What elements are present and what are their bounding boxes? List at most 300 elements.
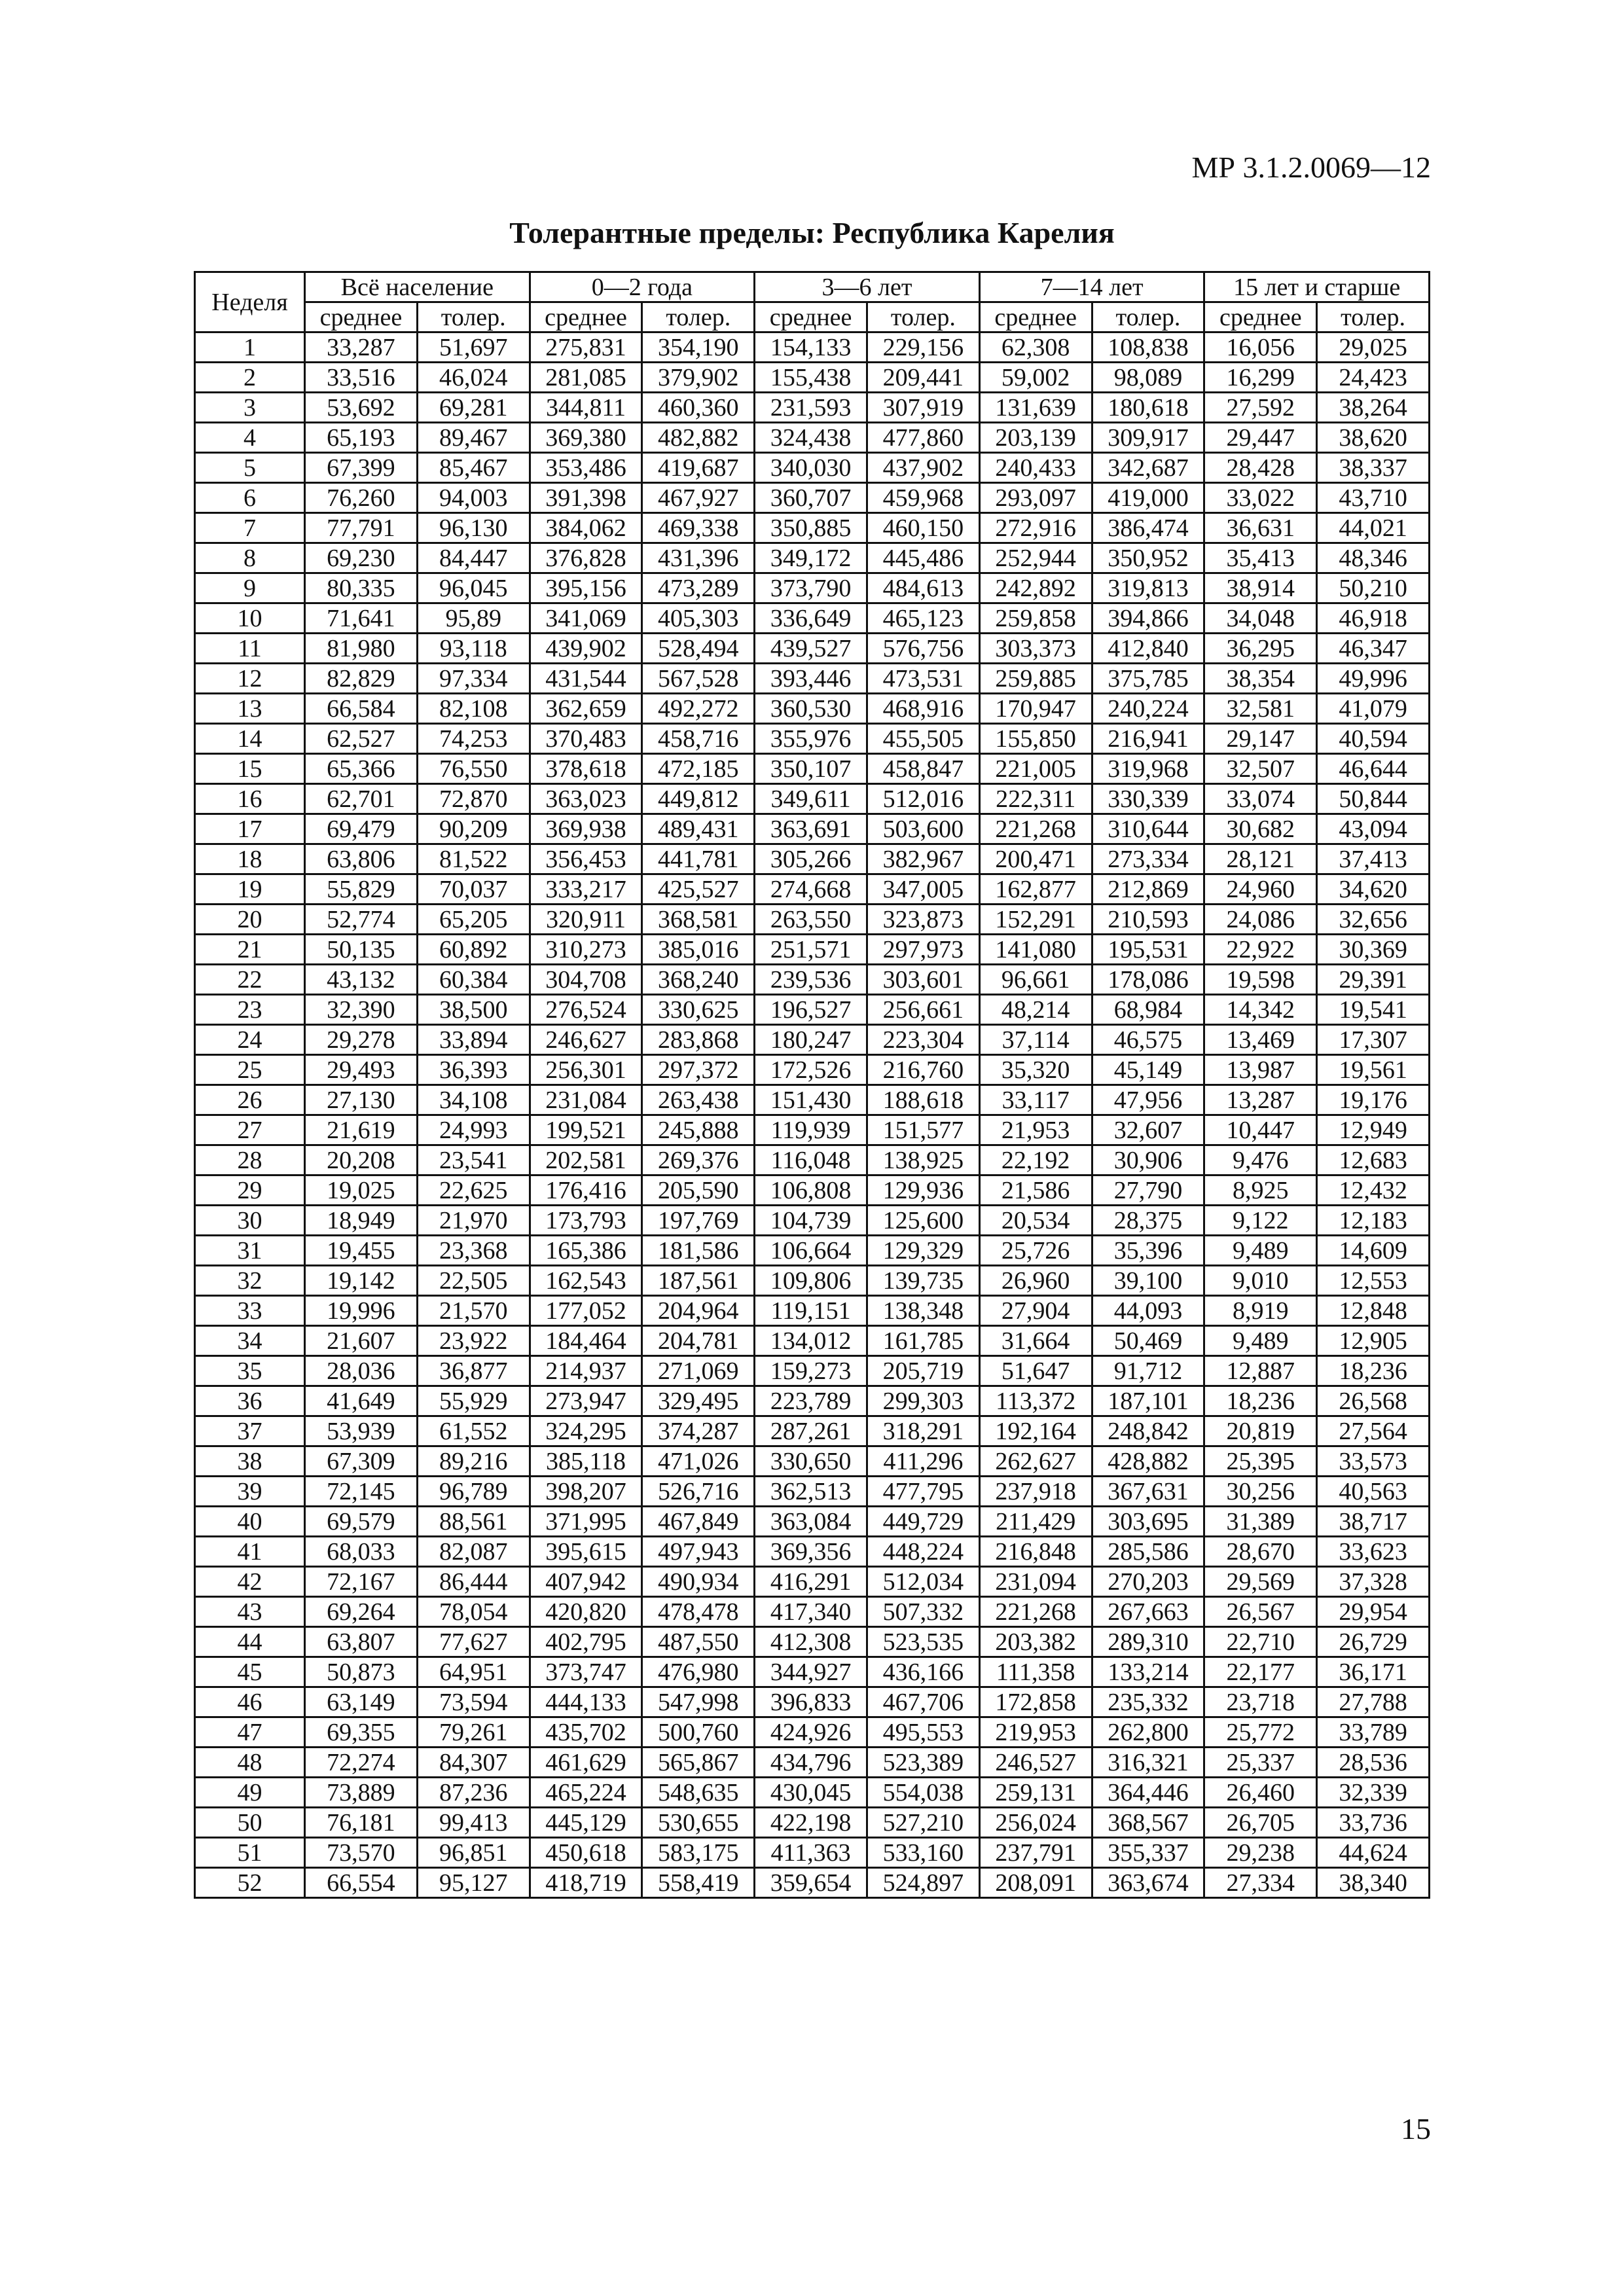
group-header-age-15-plus: 15 лет и старше bbox=[1204, 272, 1430, 302]
age-3-6-mean-cell: 412,308 bbox=[755, 1627, 867, 1657]
age-7-14-mean-cell: 21,586 bbox=[979, 1175, 1092, 1206]
age-3-6-tolerance-cell: 129,936 bbox=[867, 1175, 979, 1206]
age-3-6-tolerance-cell: 503,600 bbox=[867, 814, 979, 844]
age-3-6-tolerance-cell: 303,601 bbox=[867, 965, 979, 995]
age-3-6-mean-cell: 424,926 bbox=[755, 1717, 867, 1748]
week-cell: 32 bbox=[195, 1266, 305, 1296]
all-population-tolerance-cell: 99,413 bbox=[417, 1808, 530, 1838]
age-7-14-tolerance-cell: 212,869 bbox=[1092, 874, 1204, 905]
age-0-2-mean-cell: 231,084 bbox=[530, 1085, 642, 1115]
age-3-6-tolerance-cell: 524,897 bbox=[867, 1868, 979, 1898]
age-7-14-mean-cell: 222,311 bbox=[979, 784, 1092, 814]
age-15-plus-mean-cell: 26,567 bbox=[1204, 1597, 1317, 1627]
age-0-2-mean-cell: 199,521 bbox=[530, 1115, 642, 1145]
table-row bbox=[195, 1507, 1430, 1537]
age-7-14-mean-cell: 259,131 bbox=[979, 1778, 1092, 1808]
week-cell: 34 bbox=[195, 1326, 305, 1356]
age-3-6-mean-cell: 350,885 bbox=[755, 513, 867, 543]
age-3-6-tolerance-cell: 216,760 bbox=[867, 1055, 979, 1085]
all-population-mean-cell: 67,399 bbox=[305, 453, 418, 483]
age-0-2-mean-cell: 162,543 bbox=[530, 1266, 642, 1296]
all-population-tolerance-cell: 84,447 bbox=[417, 543, 530, 573]
age-15-plus-tolerance-cell: 43,710 bbox=[1317, 483, 1430, 513]
age-3-6-mean-cell: 119,939 bbox=[755, 1115, 867, 1145]
age-0-2-tolerance-cell: 490,934 bbox=[642, 1567, 755, 1597]
week-cell: 3 bbox=[195, 393, 305, 423]
all-population-tolerance-cell: 96,045 bbox=[417, 573, 530, 603]
age-0-2-mean-cell: 276,524 bbox=[530, 995, 642, 1025]
age-7-14-tolerance-cell: 35,396 bbox=[1092, 1236, 1204, 1266]
age-15-plus-mean-cell: 22,922 bbox=[1204, 935, 1317, 965]
age-0-2-mean-cell: 407,942 bbox=[530, 1567, 642, 1597]
age-0-2-tolerance-cell: 187,561 bbox=[642, 1266, 755, 1296]
age-3-6-tolerance-cell: 455,505 bbox=[867, 724, 979, 754]
age-15-plus-tolerance-cell: 46,347 bbox=[1317, 634, 1430, 664]
age-7-14-tolerance-cell: 216,941 bbox=[1092, 724, 1204, 754]
age-0-2-mean-cell: 445,129 bbox=[530, 1808, 642, 1838]
table-row bbox=[195, 1627, 1430, 1657]
age-15-plus-tolerance-cell: 33,623 bbox=[1317, 1537, 1430, 1567]
age-7-14-mean-cell: 26,960 bbox=[979, 1266, 1092, 1296]
age-7-14-mean-cell: 59,002 bbox=[979, 363, 1092, 393]
age-15-plus-mean-cell: 9,489 bbox=[1204, 1236, 1317, 1266]
age-0-2-mean-cell: 356,453 bbox=[530, 844, 642, 874]
age-0-2-mean-cell: 320,911 bbox=[530, 905, 642, 935]
age-7-14-mean-cell: 37,114 bbox=[979, 1025, 1092, 1055]
age-7-14-mean-cell: 113,372 bbox=[979, 1386, 1092, 1416]
age-3-6-mean-cell: 430,045 bbox=[755, 1778, 867, 1808]
all-population-mean-cell: 28,036 bbox=[305, 1356, 418, 1386]
age-0-2-mean-cell: 281,085 bbox=[530, 363, 642, 393]
age-15-plus-tolerance-cell: 12,905 bbox=[1317, 1326, 1430, 1356]
all-population-tolerance-cell: 86,444 bbox=[417, 1567, 530, 1597]
age-15-plus-mean-cell: 23,718 bbox=[1204, 1687, 1317, 1717]
age-15-plus-tolerance-cell: 19,541 bbox=[1317, 995, 1430, 1025]
all-population-tolerance-cell: 89,467 bbox=[417, 423, 530, 453]
age-7-14-tolerance-cell: 27,790 bbox=[1092, 1175, 1204, 1206]
age-7-14-tolerance-cell: 342,687 bbox=[1092, 453, 1204, 483]
age-3-6-mean-cell: 363,084 bbox=[755, 1507, 867, 1537]
all-population-tolerance-cell: 24,993 bbox=[417, 1115, 530, 1145]
age-0-2-tolerance-cell: 204,781 bbox=[642, 1326, 755, 1356]
age-3-6-tolerance-cell: 125,600 bbox=[867, 1206, 979, 1236]
all-population-tolerance-cell: 79,261 bbox=[417, 1717, 530, 1748]
age-15-plus-mean-cell: 38,354 bbox=[1204, 664, 1317, 694]
age-7-14-mean-cell: 203,382 bbox=[979, 1627, 1092, 1657]
age-7-14-mean-cell: 170,947 bbox=[979, 694, 1092, 724]
all-population-tolerance-cell: 64,951 bbox=[417, 1657, 530, 1687]
all-population-mean-cell: 76,181 bbox=[305, 1808, 418, 1838]
age-3-6-mean-cell: 422,198 bbox=[755, 1808, 867, 1838]
age-3-6-tolerance-cell: 205,719 bbox=[867, 1356, 979, 1386]
all-population-mean-cell: 69,479 bbox=[305, 814, 418, 844]
age-0-2-tolerance-cell: 449,812 bbox=[642, 784, 755, 814]
all-population-tolerance-cell: 94,003 bbox=[417, 483, 530, 513]
age-15-plus-tolerance-cell: 19,176 bbox=[1317, 1085, 1430, 1115]
age-7-14-tolerance-cell: 210,593 bbox=[1092, 905, 1204, 935]
age-7-14-mean-cell: 192,164 bbox=[979, 1416, 1092, 1446]
week-cell: 6 bbox=[195, 483, 305, 513]
age-7-14-tolerance-cell: 108,838 bbox=[1092, 332, 1204, 363]
age-15-plus-tolerance-cell: 41,079 bbox=[1317, 694, 1430, 724]
age-0-2-tolerance-cell: 269,376 bbox=[642, 1145, 755, 1175]
week-cell: 28 bbox=[195, 1145, 305, 1175]
all-population-mean-cell: 20,208 bbox=[305, 1145, 418, 1175]
week-cell: 15 bbox=[195, 754, 305, 784]
week-cell: 16 bbox=[195, 784, 305, 814]
all-population-mean-cell: 73,570 bbox=[305, 1838, 418, 1868]
age-7-14-mean-cell: 172,858 bbox=[979, 1687, 1092, 1717]
age-15-plus-tolerance-cell: 40,594 bbox=[1317, 724, 1430, 754]
age-15-plus-tolerance-cell: 30,369 bbox=[1317, 935, 1430, 965]
age-15-plus-mean-cell: 30,682 bbox=[1204, 814, 1317, 844]
age-3-6-tolerance-cell: 458,847 bbox=[867, 754, 979, 784]
age-7-14-tolerance-cell: 310,644 bbox=[1092, 814, 1204, 844]
all-population-mean-cell: 50,135 bbox=[305, 935, 418, 965]
age-3-6-tolerance-cell: 449,729 bbox=[867, 1507, 979, 1537]
age-15-plus-tolerance-cell: 29,025 bbox=[1317, 332, 1430, 363]
table-row bbox=[195, 1748, 1430, 1778]
age-15-plus-mean-cell: 29,447 bbox=[1204, 423, 1317, 453]
table-row bbox=[195, 1025, 1430, 1055]
age-7-14-tolerance-cell: 316,321 bbox=[1092, 1748, 1204, 1778]
age-7-14-tolerance-cell: 248,842 bbox=[1092, 1416, 1204, 1446]
table-row bbox=[195, 874, 1430, 905]
all-population-mean-cell: 80,335 bbox=[305, 573, 418, 603]
week-cell: 39 bbox=[195, 1477, 305, 1507]
age-0-2-mean-cell: 378,618 bbox=[530, 754, 642, 784]
age-15-plus-mean-cell: 29,147 bbox=[1204, 724, 1317, 754]
tolerance-table bbox=[194, 271, 1430, 1899]
age-7-14-mean-cell: 48,214 bbox=[979, 995, 1092, 1025]
age-0-2-mean-cell: 324,295 bbox=[530, 1416, 642, 1446]
age-3-6-mean-cell: 355,976 bbox=[755, 724, 867, 754]
all-population-mean-cell: 68,033 bbox=[305, 1537, 418, 1567]
week-cell: 51 bbox=[195, 1838, 305, 1868]
age-15-plus-tolerance-cell: 46,918 bbox=[1317, 603, 1430, 634]
age-0-2-tolerance-cell: 368,240 bbox=[642, 965, 755, 995]
age-7-14-mean-cell: 242,892 bbox=[979, 573, 1092, 603]
group-header-age-0-2: 0—2 года bbox=[530, 272, 755, 302]
age-15-plus-mean-cell: 36,631 bbox=[1204, 513, 1317, 543]
sub-header-mean: среднее bbox=[305, 302, 418, 332]
age-15-plus-tolerance-cell: 12,432 bbox=[1317, 1175, 1430, 1206]
age-0-2-tolerance-cell: 431,396 bbox=[642, 543, 755, 573]
age-3-6-tolerance-cell: 299,303 bbox=[867, 1386, 979, 1416]
age-7-14-mean-cell: 221,005 bbox=[979, 754, 1092, 784]
age-15-plus-tolerance-cell: 46,644 bbox=[1317, 754, 1430, 784]
age-0-2-mean-cell: 385,118 bbox=[530, 1446, 642, 1477]
age-0-2-mean-cell: 373,747 bbox=[530, 1657, 642, 1687]
age-7-14-mean-cell: 200,471 bbox=[979, 844, 1092, 874]
age-3-6-mean-cell: 324,438 bbox=[755, 423, 867, 453]
table-row bbox=[195, 1717, 1430, 1748]
all-population-tolerance-cell: 88,561 bbox=[417, 1507, 530, 1537]
age-7-14-mean-cell: 262,627 bbox=[979, 1446, 1092, 1477]
table-row bbox=[195, 332, 1430, 363]
all-population-tolerance-cell: 36,877 bbox=[417, 1356, 530, 1386]
age-0-2-mean-cell: 344,811 bbox=[530, 393, 642, 423]
week-cell: 17 bbox=[195, 814, 305, 844]
all-population-tolerance-cell: 96,130 bbox=[417, 513, 530, 543]
table-row bbox=[195, 1687, 1430, 1717]
age-15-plus-tolerance-cell: 44,021 bbox=[1317, 513, 1430, 543]
week-cell: 8 bbox=[195, 543, 305, 573]
age-0-2-tolerance-cell: 374,287 bbox=[642, 1416, 755, 1446]
age-3-6-tolerance-cell: 151,577 bbox=[867, 1115, 979, 1145]
age-7-14-mean-cell: 259,858 bbox=[979, 603, 1092, 634]
age-7-14-tolerance-cell: 428,882 bbox=[1092, 1446, 1204, 1477]
age-3-6-tolerance-cell: 445,486 bbox=[867, 543, 979, 573]
age-15-plus-mean-cell: 9,489 bbox=[1204, 1326, 1317, 1356]
age-3-6-tolerance-cell: 459,968 bbox=[867, 483, 979, 513]
age-3-6-tolerance-cell: 437,902 bbox=[867, 453, 979, 483]
age-15-plus-mean-cell: 13,287 bbox=[1204, 1085, 1317, 1115]
age-7-14-mean-cell: 237,791 bbox=[979, 1838, 1092, 1868]
table-row bbox=[195, 423, 1430, 453]
table-row bbox=[195, 844, 1430, 874]
age-0-2-tolerance-cell: 263,438 bbox=[642, 1085, 755, 1115]
week-cell: 25 bbox=[195, 1055, 305, 1085]
age-7-14-tolerance-cell: 262,800 bbox=[1092, 1717, 1204, 1748]
age-15-plus-tolerance-cell: 43,094 bbox=[1317, 814, 1430, 844]
age-15-plus-tolerance-cell: 33,736 bbox=[1317, 1808, 1430, 1838]
age-7-14-mean-cell: 20,534 bbox=[979, 1206, 1092, 1236]
age-7-14-tolerance-cell: 394,866 bbox=[1092, 603, 1204, 634]
age-7-14-tolerance-cell: 270,203 bbox=[1092, 1567, 1204, 1597]
age-3-6-tolerance-cell: 468,916 bbox=[867, 694, 979, 724]
age-0-2-mean-cell: 333,217 bbox=[530, 874, 642, 905]
age-0-2-tolerance-cell: 460,360 bbox=[642, 393, 755, 423]
age-7-14-mean-cell: 221,268 bbox=[979, 1597, 1092, 1627]
week-cell: 35 bbox=[195, 1356, 305, 1386]
age-7-14-tolerance-cell: 368,567 bbox=[1092, 1808, 1204, 1838]
all-population-tolerance-cell: 87,236 bbox=[417, 1778, 530, 1808]
age-7-14-tolerance-cell: 32,607 bbox=[1092, 1115, 1204, 1145]
age-15-plus-tolerance-cell: 12,949 bbox=[1317, 1115, 1430, 1145]
age-3-6-mean-cell: 151,430 bbox=[755, 1085, 867, 1115]
age-3-6-tolerance-cell: 484,613 bbox=[867, 573, 979, 603]
age-7-14-mean-cell: 293,097 bbox=[979, 483, 1092, 513]
age-0-2-tolerance-cell: 385,016 bbox=[642, 935, 755, 965]
all-population-tolerance-cell: 70,037 bbox=[417, 874, 530, 905]
age-0-2-tolerance-cell: 197,769 bbox=[642, 1206, 755, 1236]
all-population-mean-cell: 33,516 bbox=[305, 363, 418, 393]
age-0-2-mean-cell: 177,052 bbox=[530, 1296, 642, 1326]
age-3-6-mean-cell: 116,048 bbox=[755, 1145, 867, 1175]
age-3-6-mean-cell: 411,363 bbox=[755, 1838, 867, 1868]
week-cell: 21 bbox=[195, 935, 305, 965]
all-population-tolerance-cell: 95,89 bbox=[417, 603, 530, 634]
age-0-2-mean-cell: 275,831 bbox=[530, 332, 642, 363]
age-0-2-mean-cell: 435,702 bbox=[530, 1717, 642, 1748]
age-15-plus-mean-cell: 13,987 bbox=[1204, 1055, 1317, 1085]
age-0-2-mean-cell: 176,416 bbox=[530, 1175, 642, 1206]
sub-header-mean: среднее bbox=[530, 302, 642, 332]
age-15-plus-mean-cell: 27,592 bbox=[1204, 393, 1317, 423]
age-3-6-mean-cell: 263,550 bbox=[755, 905, 867, 935]
age-15-plus-tolerance-cell: 38,717 bbox=[1317, 1507, 1430, 1537]
table-row bbox=[195, 1868, 1430, 1898]
age-0-2-mean-cell: 444,133 bbox=[530, 1687, 642, 1717]
week-cell: 7 bbox=[195, 513, 305, 543]
week-cell: 36 bbox=[195, 1386, 305, 1416]
all-population-mean-cell: 21,619 bbox=[305, 1115, 418, 1145]
all-population-tolerance-cell: 85,467 bbox=[417, 453, 530, 483]
age-15-plus-tolerance-cell: 38,620 bbox=[1317, 423, 1430, 453]
age-0-2-tolerance-cell: 487,550 bbox=[642, 1627, 755, 1657]
age-7-14-mean-cell: 162,877 bbox=[979, 874, 1092, 905]
age-3-6-tolerance-cell: 467,706 bbox=[867, 1687, 979, 1717]
age-7-14-tolerance-cell: 30,906 bbox=[1092, 1145, 1204, 1175]
age-7-14-tolerance-cell: 330,339 bbox=[1092, 784, 1204, 814]
group-header-age-7-14: 7—14 лет bbox=[979, 272, 1204, 302]
age-15-plus-tolerance-cell: 38,264 bbox=[1317, 393, 1430, 423]
age-7-14-mean-cell: 96,661 bbox=[979, 965, 1092, 995]
age-0-2-mean-cell: 402,795 bbox=[530, 1627, 642, 1657]
all-population-mean-cell: 76,260 bbox=[305, 483, 418, 513]
table-row bbox=[195, 905, 1430, 935]
age-7-14-tolerance-cell: 195,531 bbox=[1092, 935, 1204, 965]
week-cell: 19 bbox=[195, 874, 305, 905]
age-0-2-tolerance-cell: 528,494 bbox=[642, 634, 755, 664]
age-3-6-tolerance-cell: 223,304 bbox=[867, 1025, 979, 1055]
age-0-2-mean-cell: 246,627 bbox=[530, 1025, 642, 1055]
age-15-plus-mean-cell: 28,121 bbox=[1204, 844, 1317, 874]
age-7-14-mean-cell: 231,094 bbox=[979, 1567, 1092, 1597]
table-row bbox=[195, 453, 1430, 483]
age-3-6-mean-cell: 106,808 bbox=[755, 1175, 867, 1206]
age-15-plus-tolerance-cell: 37,413 bbox=[1317, 844, 1430, 874]
all-population-mean-cell: 67,309 bbox=[305, 1446, 418, 1477]
table-title: Толерантные пределы: Республика Карелия bbox=[509, 216, 1115, 249]
age-0-2-mean-cell: 376,828 bbox=[530, 543, 642, 573]
age-3-6-tolerance-cell: 527,210 bbox=[867, 1808, 979, 1838]
age-3-6-mean-cell: 340,030 bbox=[755, 453, 867, 483]
age-7-14-mean-cell: 272,916 bbox=[979, 513, 1092, 543]
age-15-plus-tolerance-cell: 40,563 bbox=[1317, 1477, 1430, 1507]
all-population-tolerance-cell: 74,253 bbox=[417, 724, 530, 754]
age-3-6-mean-cell: 330,650 bbox=[755, 1446, 867, 1477]
age-7-14-tolerance-cell: 289,310 bbox=[1092, 1627, 1204, 1657]
age-3-6-mean-cell: 434,796 bbox=[755, 1748, 867, 1778]
age-0-2-tolerance-cell: 548,635 bbox=[642, 1778, 755, 1808]
age-7-14-mean-cell: 240,433 bbox=[979, 453, 1092, 483]
week-cell: 45 bbox=[195, 1657, 305, 1687]
all-population-mean-cell: 62,701 bbox=[305, 784, 418, 814]
age-7-14-mean-cell: 221,268 bbox=[979, 814, 1092, 844]
age-3-6-tolerance-cell: 138,348 bbox=[867, 1296, 979, 1326]
age-7-14-tolerance-cell: 364,446 bbox=[1092, 1778, 1204, 1808]
table-row bbox=[195, 935, 1430, 965]
age-7-14-mean-cell: 155,850 bbox=[979, 724, 1092, 754]
all-population-tolerance-cell: 21,970 bbox=[417, 1206, 530, 1236]
page-number: 15 bbox=[1401, 2112, 1431, 2145]
age-15-plus-mean-cell: 36,295 bbox=[1204, 634, 1317, 664]
age-15-plus-tolerance-cell: 19,561 bbox=[1317, 1055, 1430, 1085]
age-7-14-mean-cell: 33,117 bbox=[979, 1085, 1092, 1115]
age-0-2-tolerance-cell: 379,902 bbox=[642, 363, 755, 393]
all-population-mean-cell: 81,980 bbox=[305, 634, 418, 664]
all-population-mean-cell: 53,939 bbox=[305, 1416, 418, 1446]
age-7-14-mean-cell: 303,373 bbox=[979, 634, 1092, 664]
all-population-tolerance-cell: 72,870 bbox=[417, 784, 530, 814]
age-3-6-tolerance-cell: 129,329 bbox=[867, 1236, 979, 1266]
all-population-mean-cell: 27,130 bbox=[305, 1085, 418, 1115]
sub-header-tolerance: толер. bbox=[1317, 302, 1430, 332]
all-population-tolerance-cell: 22,625 bbox=[417, 1175, 530, 1206]
age-7-14-mean-cell: 27,904 bbox=[979, 1296, 1092, 1326]
age-0-2-tolerance-cell: 476,980 bbox=[642, 1657, 755, 1687]
week-cell: 10 bbox=[195, 603, 305, 634]
age-0-2-mean-cell: 202,581 bbox=[530, 1145, 642, 1175]
age-7-14-mean-cell: 246,527 bbox=[979, 1748, 1092, 1778]
table-row bbox=[195, 1808, 1430, 1838]
all-population-mean-cell: 18,949 bbox=[305, 1206, 418, 1236]
age-7-14-tolerance-cell: 68,984 bbox=[1092, 995, 1204, 1025]
age-0-2-tolerance-cell: 354,190 bbox=[642, 332, 755, 363]
all-population-tolerance-cell: 60,384 bbox=[417, 965, 530, 995]
age-15-plus-mean-cell: 31,389 bbox=[1204, 1507, 1317, 1537]
age-15-plus-tolerance-cell: 38,337 bbox=[1317, 453, 1430, 483]
age-0-2-tolerance-cell: 467,849 bbox=[642, 1507, 755, 1537]
age-0-2-tolerance-cell: 297,372 bbox=[642, 1055, 755, 1085]
age-0-2-tolerance-cell: 526,716 bbox=[642, 1477, 755, 1507]
table-body bbox=[195, 332, 1430, 1898]
age-0-2-mean-cell: 369,380 bbox=[530, 423, 642, 453]
all-population-tolerance-cell: 38,500 bbox=[417, 995, 530, 1025]
table-row bbox=[195, 1477, 1430, 1507]
all-population-tolerance-cell: 21,570 bbox=[417, 1296, 530, 1326]
age-15-plus-tolerance-cell: 36,171 bbox=[1317, 1657, 1430, 1687]
age-15-plus-tolerance-cell: 49,996 bbox=[1317, 664, 1430, 694]
age-15-plus-tolerance-cell: 18,236 bbox=[1317, 1356, 1430, 1386]
age-3-6-mean-cell: 155,438 bbox=[755, 363, 867, 393]
age-7-14-tolerance-cell: 46,575 bbox=[1092, 1025, 1204, 1055]
age-15-plus-tolerance-cell: 34,620 bbox=[1317, 874, 1430, 905]
age-7-14-tolerance-cell: 367,631 bbox=[1092, 1477, 1204, 1507]
all-population-tolerance-cell: 65,205 bbox=[417, 905, 530, 935]
all-population-mean-cell: 69,579 bbox=[305, 1507, 418, 1537]
table-row bbox=[195, 1597, 1430, 1627]
table-row bbox=[195, 1115, 1430, 1145]
age-7-14-tolerance-cell: 419,000 bbox=[1092, 483, 1204, 513]
age-0-2-tolerance-cell: 492,272 bbox=[642, 694, 755, 724]
age-15-plus-tolerance-cell: 27,788 bbox=[1317, 1687, 1430, 1717]
all-population-mean-cell: 66,584 bbox=[305, 694, 418, 724]
table-row bbox=[195, 1778, 1430, 1808]
age-0-2-tolerance-cell: 204,964 bbox=[642, 1296, 755, 1326]
all-population-mean-cell: 41,649 bbox=[305, 1386, 418, 1416]
age-0-2-tolerance-cell: 482,882 bbox=[642, 423, 755, 453]
age-0-2-tolerance-cell: 567,528 bbox=[642, 664, 755, 694]
age-7-14-tolerance-cell: 319,968 bbox=[1092, 754, 1204, 784]
age-0-2-tolerance-cell: 500,760 bbox=[642, 1717, 755, 1748]
age-15-plus-tolerance-cell: 32,339 bbox=[1317, 1778, 1430, 1808]
age-0-2-tolerance-cell: 181,586 bbox=[642, 1236, 755, 1266]
week-cell: 24 bbox=[195, 1025, 305, 1055]
age-3-6-tolerance-cell: 297,973 bbox=[867, 935, 979, 965]
age-3-6-tolerance-cell: 318,291 bbox=[867, 1416, 979, 1446]
age-3-6-mean-cell: 287,261 bbox=[755, 1416, 867, 1446]
age-15-plus-mean-cell: 22,177 bbox=[1204, 1657, 1317, 1687]
age-15-plus-tolerance-cell: 29,391 bbox=[1317, 965, 1430, 995]
age-3-6-mean-cell: 360,707 bbox=[755, 483, 867, 513]
age-0-2-tolerance-cell: 205,590 bbox=[642, 1175, 755, 1206]
age-0-2-tolerance-cell: 425,527 bbox=[642, 874, 755, 905]
all-population-mean-cell: 72,274 bbox=[305, 1748, 418, 1778]
week-cell: 23 bbox=[195, 995, 305, 1025]
